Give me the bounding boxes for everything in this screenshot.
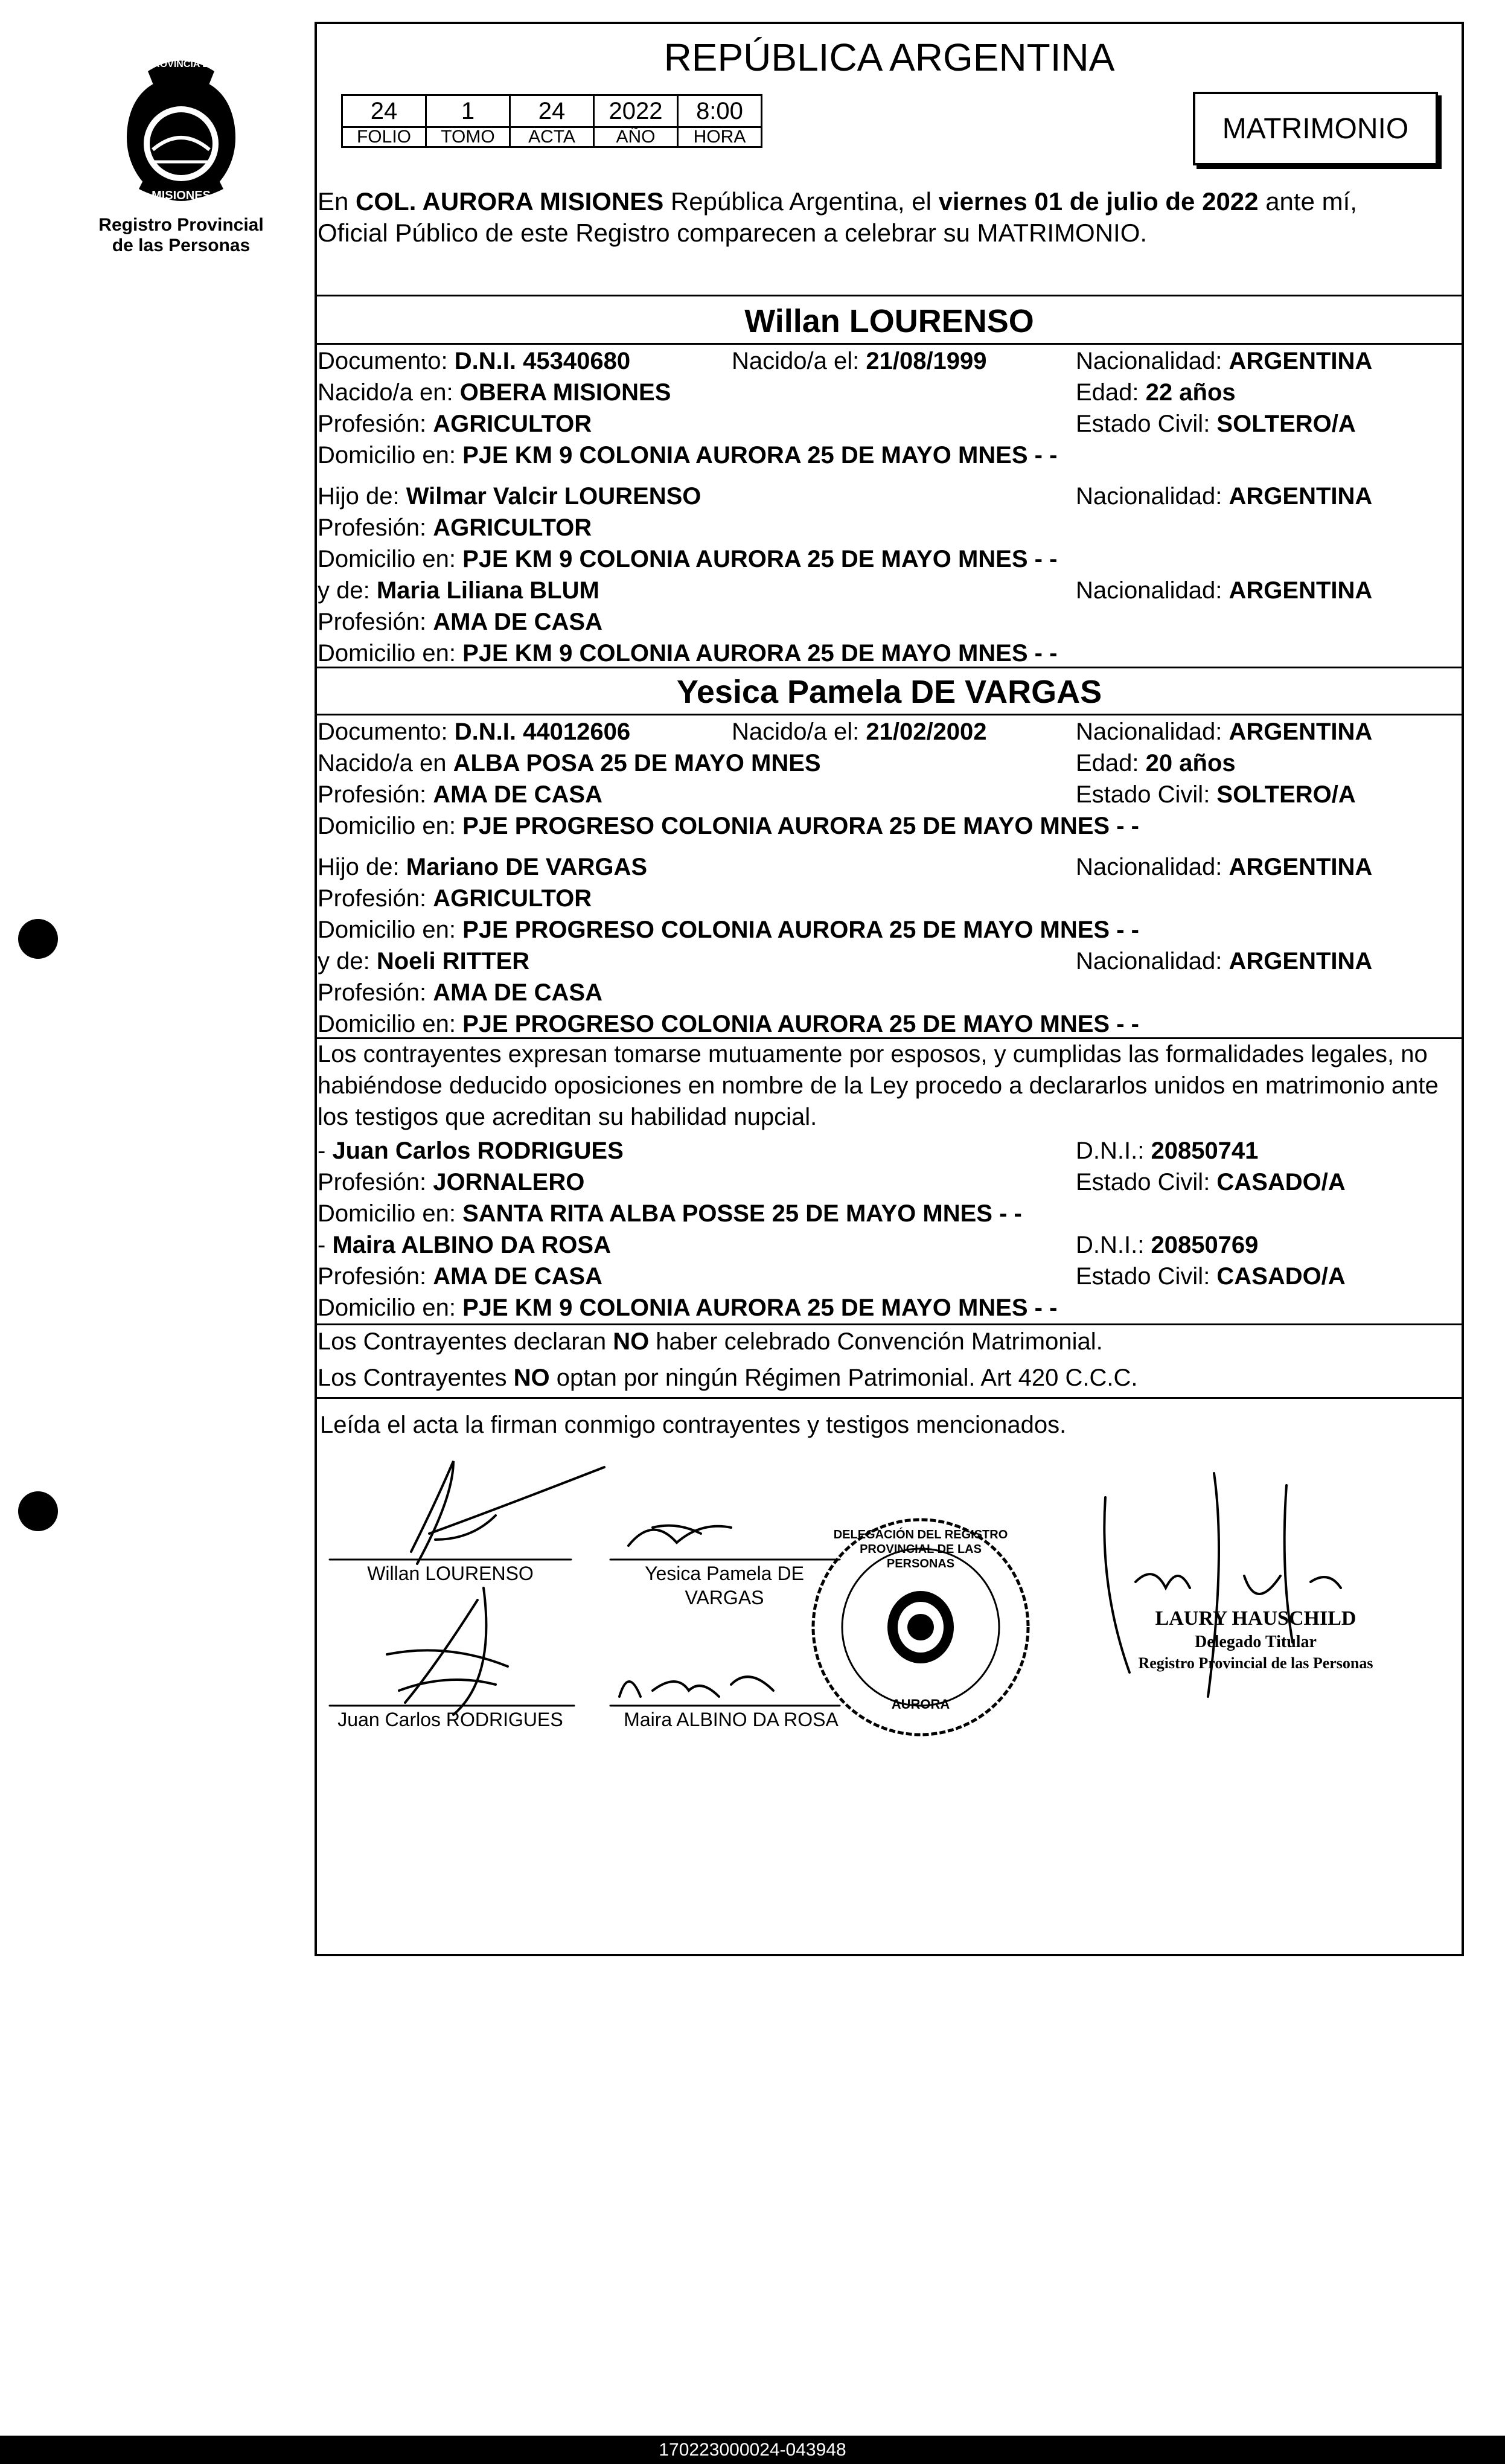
spouse1-birth-date: 21/08/1999: [866, 348, 987, 374]
value: PJE KM 9 COLONIA AURORA 25 DE MAYO MNES - -: [462, 640, 1058, 667]
value: ARGENTINA: [1229, 948, 1373, 974]
intro-text-a: En: [318, 187, 356, 216]
spouse1-name: Willan LOURENSO: [744, 303, 1034, 339]
witness1-profession: [318, 1168, 584, 1197]
intro-line2: Oficial Público de este Registro comparecen a celebrar su MATRIMONIO.: [318, 219, 1148, 247]
value: AGRICULTOR: [433, 514, 592, 541]
declaration-line3: los testigos que acreditan su habilidad nupcial.: [318, 1104, 817, 1130]
spouse2-name: Yesica Pamela DE VARGAS: [676, 674, 1102, 710]
official-title: Delegado Titular: [1195, 1633, 1317, 1651]
spouse2-mother-nationality: [1076, 947, 1372, 976]
spouse1-mother: [318, 576, 599, 605]
logo-arc-bottom: MISIONES: [152, 189, 211, 202]
folio-value: 24: [342, 95, 426, 127]
spouse2-mother-name: Noeli RITTER: [376, 948, 530, 974]
spouse1-birth-place: OBERA MISIONES: [459, 379, 671, 406]
logo-caption: [85, 215, 278, 256]
signature-willan-icon: [411, 1461, 604, 1564]
closing-statement: Leída el acta la firman conmigo contrayentes y testigos mencionados.: [320, 1412, 1067, 1438]
spouse2-dni: D.N.I. 44012606: [454, 718, 631, 745]
divider-4: [315, 714, 1464, 715]
label: Estado Civil:: [1076, 1263, 1217, 1290]
label: -: [318, 1138, 333, 1164]
document-barcode-number: 170223000024-043948: [0, 2436, 1505, 2464]
text: Los Contrayentes: [318, 1365, 514, 1391]
sig-label-yesica-l1: Yesica Pamela DE: [645, 1563, 804, 1584]
label: Domicilio en:: [318, 442, 463, 469]
label: D.N.I.:: [1076, 1232, 1151, 1258]
label: Nacionalidad:: [1076, 718, 1229, 745]
spouse1-mother-address: [318, 639, 1057, 668]
signature-yesica-icon: [628, 1526, 731, 1546]
witness1-name: [318, 1136, 624, 1165]
spouse1-profession-value: AGRICULTOR: [433, 411, 592, 437]
sig-label-maira: Maira ALBINO DA ROSA: [624, 1709, 839, 1730]
intro-line1: [318, 187, 1357, 216]
label: Hijo de:: [318, 483, 406, 510]
witness1-dni-value: 20850741: [1151, 1138, 1259, 1164]
label: Profesión:: [318, 781, 433, 808]
divider-3: [315, 667, 1464, 668]
label: Domicilio en:: [318, 1011, 463, 1037]
label: Profesión:: [318, 1169, 433, 1195]
witness1-dni: [1076, 1136, 1258, 1165]
spouse2-father-address: [318, 915, 1139, 944]
divider-6: [315, 1323, 1464, 1325]
value: SANTA RITA ALBA POSSE 25 DE MAYO MNES - -: [462, 1200, 1022, 1227]
spouse1-birthdate: [732, 347, 987, 376]
value: AMA DE CASA: [433, 1263, 602, 1290]
text: haber celebrado Convención Matrimonial.: [649, 1328, 1103, 1355]
logo-caption-line2: de las Personas: [112, 235, 251, 255]
label: Profesión:: [318, 979, 433, 1006]
value: CASADO/A: [1216, 1169, 1346, 1195]
spouse2-father-profession: [318, 884, 592, 913]
label: y de:: [318, 948, 377, 974]
official-name: LAURY HAUSCHILD: [1155, 1607, 1356, 1630]
spouse1-father-nationality: [1076, 482, 1372, 511]
spouse2-father-name: Mariano DE VARGAS: [406, 854, 648, 880]
punch-hole-bottom: [18, 1491, 58, 1531]
spouse2-civil-status-value: SOLTERO/A: [1216, 781, 1356, 808]
divider-2: [315, 343, 1464, 345]
label: D.N.I.:: [1076, 1138, 1151, 1164]
label: Nacionalidad:: [1076, 948, 1229, 974]
value: AMA DE CASA: [433, 979, 602, 1006]
label: Estado Civil:: [1076, 411, 1217, 437]
label: Documento:: [318, 718, 455, 745]
declaration-line1: Los contrayentes expresan tomarse mutuamente por esposos, y cumplidas las formalidades legales, no: [318, 1041, 1428, 1067]
spouse1-age-value: 22 años: [1145, 379, 1236, 406]
hora-value: 8:00: [678, 95, 762, 127]
label: Nacionalidad:: [1076, 483, 1229, 510]
regime-line2: [318, 1363, 1138, 1392]
spouse1-father-profession: [318, 513, 592, 542]
label: Domicilio en:: [318, 1200, 463, 1227]
value: AMA DE CASA: [433, 609, 602, 635]
value: PJE KM 9 COLONIA AURORA 25 DE MAYO MNES - -: [462, 1294, 1058, 1321]
witness2-profession: [318, 1262, 602, 1291]
acta-value: 24: [510, 95, 594, 127]
value: ARGENTINA: [1229, 577, 1373, 604]
witness2-dni: [1076, 1230, 1258, 1259]
logo-arc-top: PROVINCIA DE: [146, 59, 216, 69]
ano-value: 2022: [594, 95, 678, 127]
label: Domicilio en:: [318, 917, 463, 943]
intro-date: viernes 01 de julio de 2022: [938, 187, 1259, 216]
value: JORNALERO: [433, 1169, 585, 1195]
spouse2-father: [318, 853, 647, 882]
spouse2-civil-status: [1076, 780, 1356, 809]
spouse2-profession-value: AMA DE CASA: [433, 781, 602, 808]
witness2-dni-value: 20850769: [1151, 1232, 1259, 1258]
spouse2-address-value: PJE PROGRESO COLONIA AURORA 25 DE MAYO MNES - -: [462, 813, 1139, 839]
ano-label: AÑO: [594, 127, 678, 147]
spouse2-nationality: [1076, 717, 1372, 746]
logo-caption-line1: Registro Provincial: [98, 215, 264, 235]
spouse2-birth-date: 21/02/2002: [866, 718, 987, 745]
province-coat-of-arms-icon: [112, 53, 251, 210]
label: Estado Civil:: [1076, 1169, 1217, 1195]
spouse1-dni: D.N.I. 45340680: [454, 348, 631, 374]
emphasis: NO: [513, 1365, 550, 1391]
spouse1-nationality: [1076, 347, 1372, 376]
spouse2-birthdate: [732, 717, 987, 746]
witness1-address: [318, 1199, 1022, 1228]
signature-juan-icon: [387, 1588, 508, 1715]
spouse2-birthplace: [318, 749, 821, 778]
official-org: Registro Provincial de las Personas: [1138, 1654, 1373, 1672]
label: Documento:: [318, 348, 455, 374]
label: Nacido/a el:: [732, 348, 866, 374]
label: Nacido/a en: [318, 750, 453, 776]
sig-label-willan: Willan LOURENSO: [367, 1563, 534, 1584]
spouse2-age: [1076, 749, 1236, 778]
official-seal: [809, 1515, 1032, 1739]
divider-5: [315, 1037, 1464, 1039]
spouse1-documento: [318, 347, 630, 376]
value: ARGENTINA: [1229, 483, 1373, 510]
spouse1-mother-name: Maria Liliana BLUM: [376, 577, 599, 604]
witness2-name: [318, 1230, 611, 1259]
spouse2-nationality-value: ARGENTINA: [1229, 718, 1373, 745]
text: optan por ningún Régimen Patrimonial. Art 420 C.C.C.: [549, 1365, 1138, 1391]
label: Edad:: [1076, 750, 1146, 776]
intro-text-b: República Argentina, el: [663, 187, 939, 216]
witness1-civil-status: [1076, 1168, 1346, 1197]
record-fields-table: [341, 94, 762, 148]
label: Domicilio en:: [318, 813, 463, 839]
tomo-value: 1: [426, 95, 510, 127]
label: Nacionalidad:: [1076, 348, 1229, 374]
label: Edad:: [1076, 379, 1146, 406]
divider-7: [315, 1397, 1464, 1399]
page-title: REPÚBLICA ARGENTINA: [663, 36, 1115, 79]
spouse1-father-name: Wilmar Valcir LOURENSO: [406, 483, 701, 510]
tomo-label: TOMO: [426, 127, 510, 147]
value: ARGENTINA: [1229, 854, 1373, 880]
label: Profesión:: [318, 885, 433, 912]
spouse1-civil-status-value: SOLTERO/A: [1216, 411, 1356, 437]
label: Domicilio en:: [318, 640, 463, 667]
sig-label-yesica: [634, 1561, 815, 1610]
spouse1-nationality-value: ARGENTINA: [1229, 348, 1373, 374]
spouse1-address-value: PJE KM 9 COLONIA AURORA 25 DE MAYO MNES - -: [462, 442, 1058, 469]
value: PJE PROGRESO COLONIA AURORA 25 DE MAYO MNES - -: [462, 917, 1139, 943]
sig-label-juan: Juan Carlos RODRIGUES: [337, 1709, 563, 1730]
spouse2-documento: [318, 717, 630, 746]
spouse1-birthplace: [318, 378, 671, 407]
province-logo: [112, 53, 251, 210]
spouse1-civil-status: [1076, 409, 1356, 438]
intro-place: COL. AURORA MISIONES: [356, 187, 664, 216]
label: Hijo de:: [318, 854, 406, 880]
label: Profesión:: [318, 514, 433, 541]
spouse2-mother: [318, 947, 529, 976]
spouse1-profession: [318, 409, 592, 438]
spouse2-address: [318, 811, 1139, 840]
witness2-civil-status: [1076, 1262, 1346, 1291]
document-type-box: MATRIMONIO: [1193, 92, 1438, 165]
punch-hole-top: [18, 919, 58, 959]
spouse2-age-value: 20 años: [1145, 750, 1236, 776]
witness2-address: [318, 1293, 1057, 1322]
label: Domicilio en:: [318, 1294, 463, 1321]
label: Nacido/a en:: [318, 379, 460, 406]
spouse1-mother-nationality: [1076, 576, 1372, 605]
acta-label: ACTA: [510, 127, 594, 147]
sig-label-yesica-l2: VARGAS: [685, 1587, 764, 1608]
label: Domicilio en:: [318, 546, 463, 572]
emphasis: NO: [613, 1328, 650, 1355]
label: Nacido/a el:: [732, 718, 866, 745]
value: CASADO/A: [1216, 1263, 1346, 1290]
text: Los Contrayentes declaran: [318, 1328, 613, 1355]
value: PJE PROGRESO COLONIA AURORA 25 DE MAYO MNES - -: [462, 1011, 1139, 1037]
spouse1-father: [318, 482, 701, 511]
label: Nacionalidad:: [1076, 854, 1229, 880]
hora-label: HORA: [678, 127, 762, 147]
seal-text: DELEGACIÓN DEL REGISTRO PROVINCIAL DE LAS PERSONAS: [833, 1528, 1008, 1570]
spouse1-age: [1076, 378, 1236, 407]
label: Profesión:: [318, 411, 433, 437]
label: Estado Civil:: [1076, 781, 1217, 808]
spouse1-father-address: [318, 545, 1057, 574]
spouse2-profession: [318, 780, 602, 809]
label: y de:: [318, 577, 377, 604]
spouse2-mother-address: [318, 1010, 1139, 1038]
spouse2-father-nationality: [1076, 853, 1372, 882]
value: AGRICULTOR: [433, 885, 592, 912]
value: PJE KM 9 COLONIA AURORA 25 DE MAYO MNES - -: [462, 546, 1058, 572]
signature-maira-icon: [619, 1677, 773, 1697]
divider-1: [315, 295, 1464, 296]
spouse2-birth-place: ALBA POSA 25 DE MAYO MNES: [453, 750, 821, 776]
official-stamp: [1111, 1606, 1401, 1674]
witness1-name-value: Juan Carlos RODRIGUES: [332, 1138, 624, 1164]
folio-label: FOLIO: [342, 127, 426, 147]
declaration-line2: habiéndose deducido oposiciones en nombre de la Ley procedo a declararlos unidos en matrimonio ante: [318, 1072, 1439, 1099]
label: Nacionalidad:: [1076, 577, 1229, 604]
label: -: [318, 1232, 333, 1258]
label: Profesión:: [318, 609, 433, 635]
regime-line1: [318, 1327, 1103, 1356]
label: Profesión:: [318, 1263, 433, 1290]
intro-text-c: ante mí,: [1258, 187, 1357, 216]
spouse2-mother-profession: [318, 978, 602, 1007]
spouse1-mother-profession: [318, 607, 602, 636]
seal-place: AURORA: [891, 1697, 950, 1712]
spouse1-address: [318, 441, 1057, 470]
witness2-name-value: Maira ALBINO DA ROSA: [332, 1232, 611, 1258]
